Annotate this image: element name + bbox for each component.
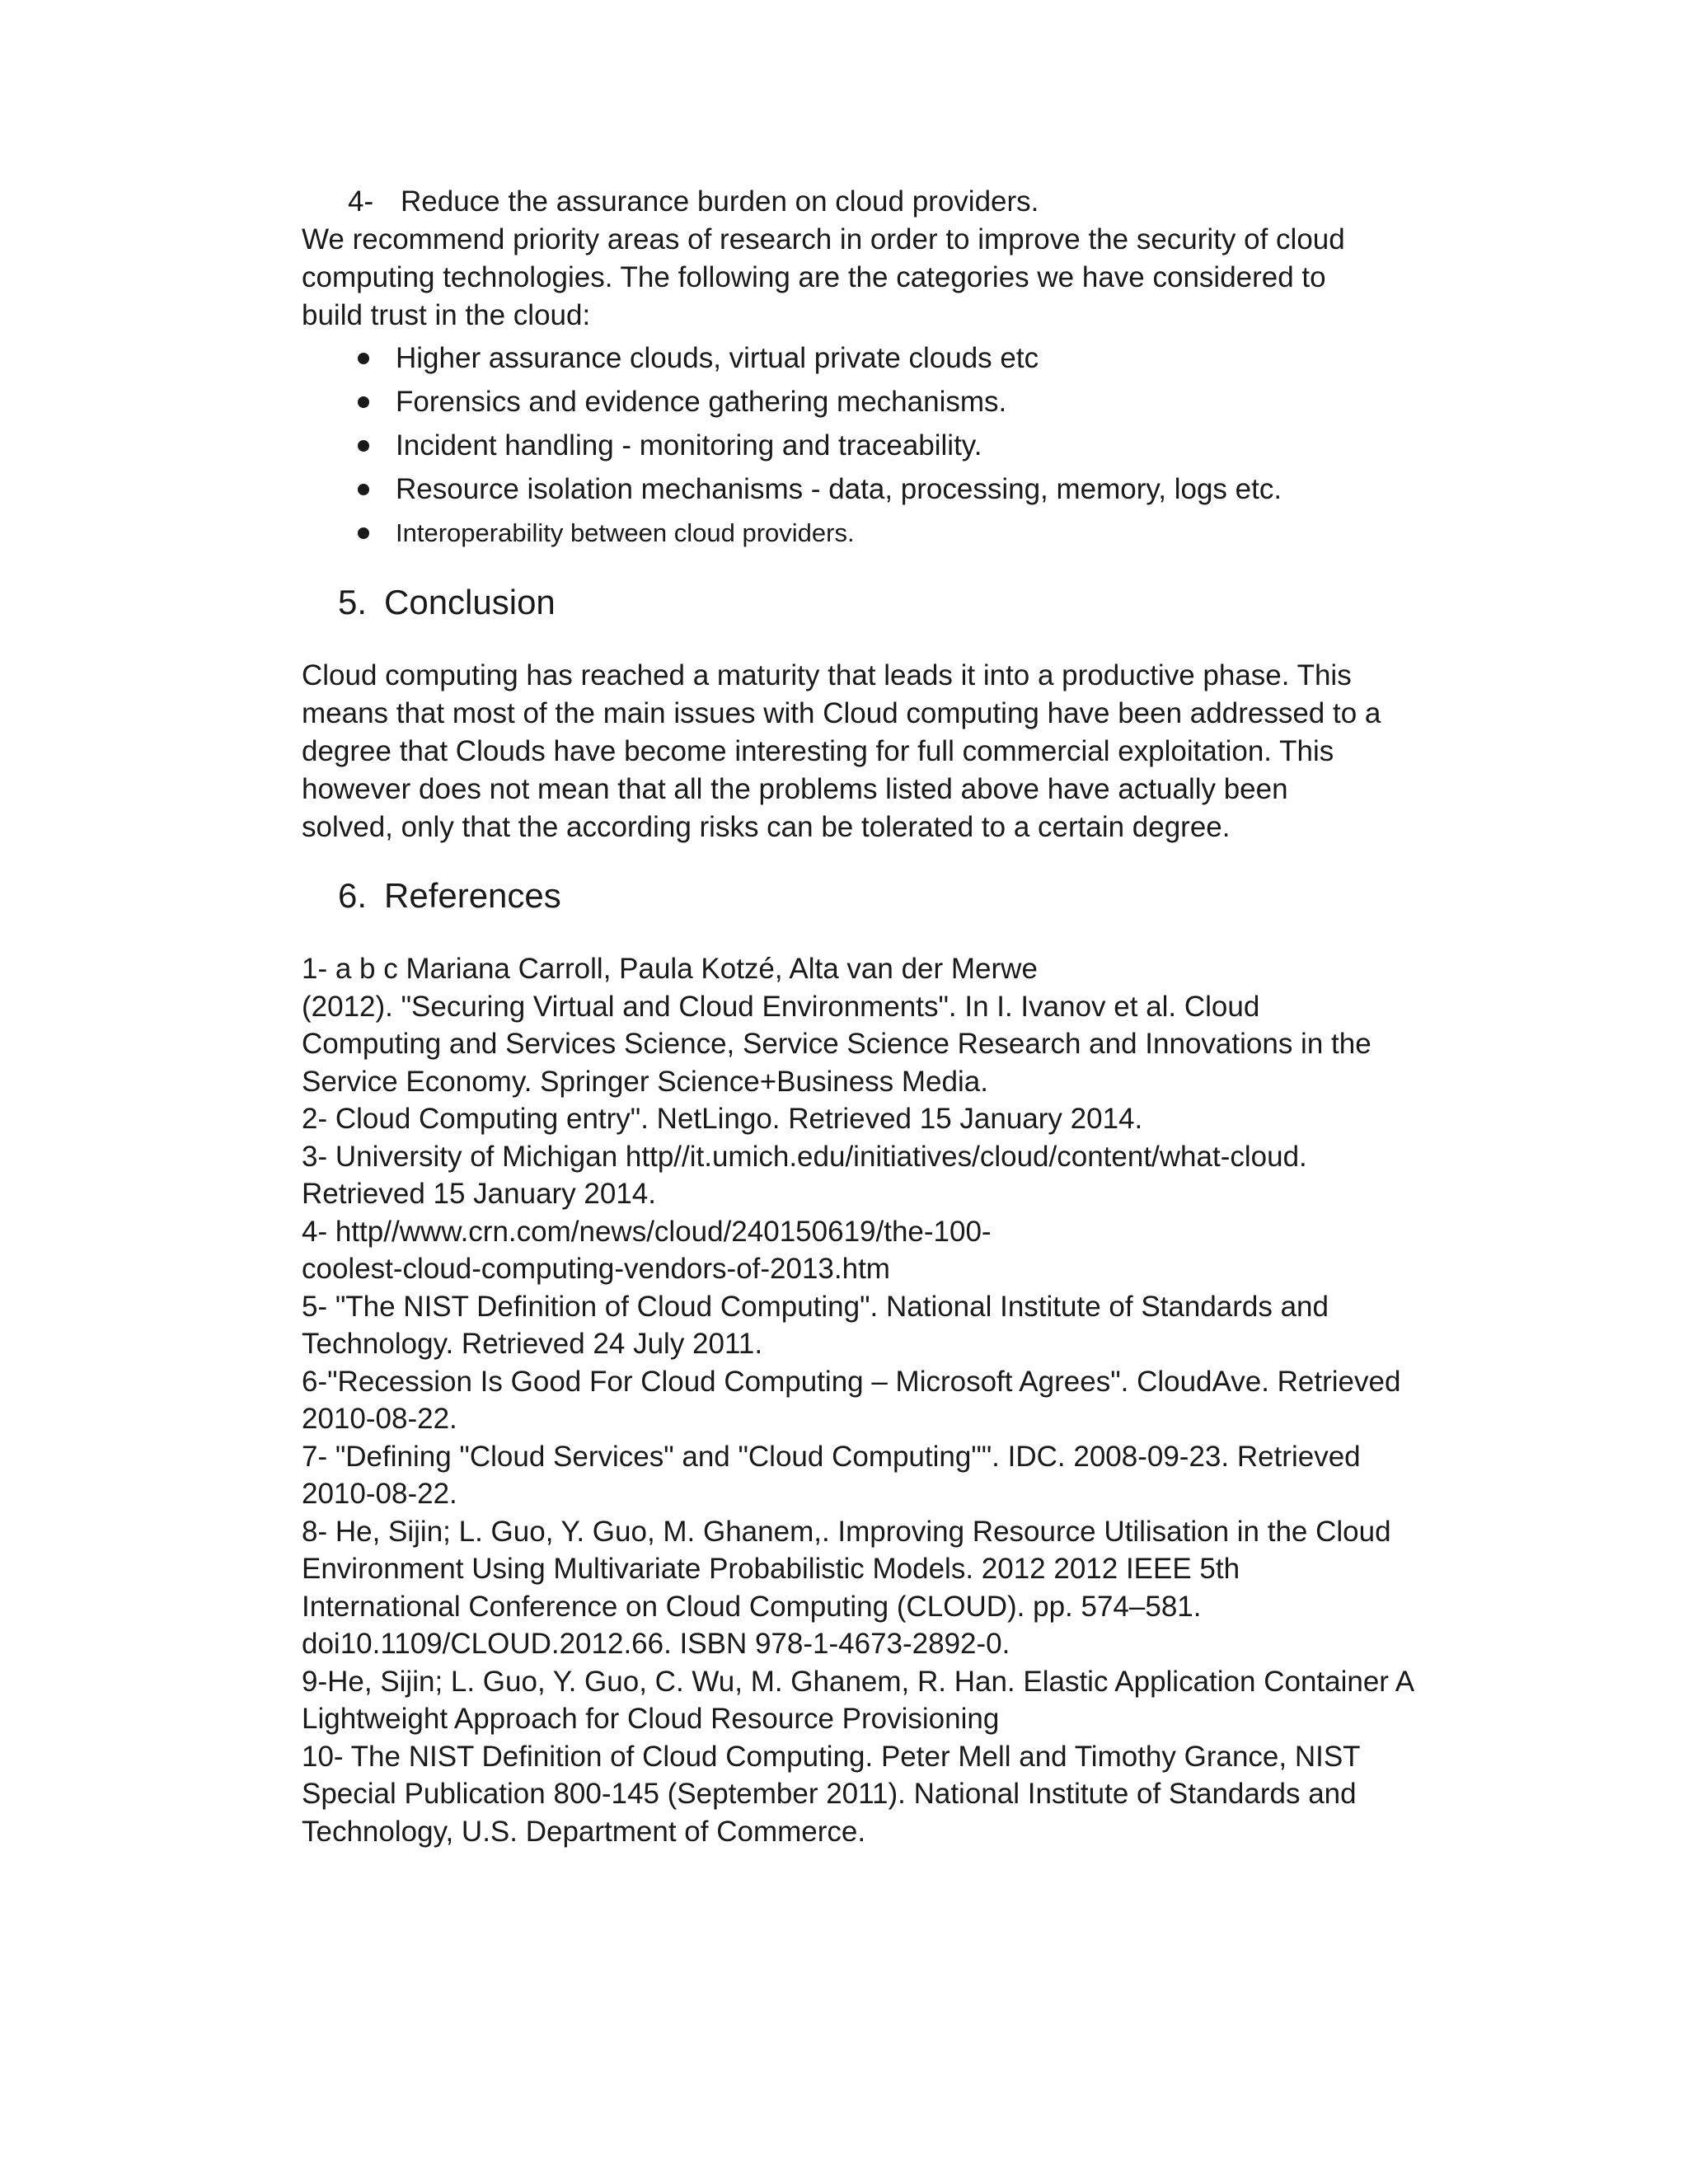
reference-line: Environment Using Multivariate Probabilistic Models. 2012 2012 IEEE 5th [302, 1553, 1240, 1585]
reference-line: Technology, U.S. Department of Commerce. [302, 1815, 866, 1848]
section-title: Conclusion [384, 583, 556, 621]
paragraph-line: Cloud computing has reached a maturity that leads it into a productive phase. This [302, 659, 1352, 691]
numbered-item-4 [348, 183, 1390, 221]
section-number: 6. [338, 876, 368, 915]
paragraph-line: build trust in the cloud: [302, 299, 591, 331]
reference-line: 2010-08-22. [302, 1403, 457, 1435]
paragraph-line: computing technologies. The following are the categories we have considered to [302, 261, 1326, 293]
reference-line: 6-"Recession Is Good For Cloud Computing – Microsoft Agrees". CloudAve. Retrieved [302, 1365, 1401, 1398]
section-heading-conclusion [338, 581, 1390, 624]
bullet-text: Interoperability between cloud providers. [396, 518, 855, 547]
item-number: 4- [348, 185, 374, 218]
reference-line: 9-He, Sijin; L. Guo, Y. Guo, C. Wu, M. Ghanem, R. Han. Elastic Application Container A [302, 1665, 1415, 1698]
reference-line: (2012). "Securing Virtual and Cloud Environments". In I. Ivanov et al. Cloud [302, 990, 1260, 1023]
reference-line: Computing and Services Science, Service Science Research and Innovations in the [302, 1028, 1372, 1060]
bullet-item [302, 514, 1390, 553]
reference-line: Service Economy. Springer Science+Business Media. [302, 1065, 988, 1098]
reference-line: 3- University of Michigan http//it.umich.edu/initiatives/cloud/content/what-cloud. [302, 1140, 1307, 1173]
paragraph-line: degree that Clouds have become interesting for full commercial exploitation. This [302, 735, 1334, 767]
bullet-list [302, 340, 1390, 553]
bullet-item [302, 427, 1390, 466]
bullet-item [302, 383, 1390, 422]
reference-line: coolest-cloud-computing-vendors-of-2013.htm [302, 1253, 890, 1285]
paragraph-line: means that most of the main issues with Cloud computing have been addressed to a [302, 697, 1381, 729]
bullet-icon [358, 484, 369, 495]
intro-paragraph [302, 221, 1390, 335]
paragraph-line: solved, only that the according risks can be tolerated to a certain degree. [302, 811, 1231, 843]
bullet-item [302, 340, 1390, 378]
reference-line: 5- "The NIST Definition of Cloud Computing". National Institute of Standards and [302, 1290, 1329, 1323]
reference-line: Lightweight Approach for Cloud Resource Provisioning [302, 1703, 1000, 1735]
bullet-icon [358, 527, 369, 539]
bullet-icon [358, 440, 369, 452]
bullet-icon [358, 353, 369, 364]
page-content [302, 183, 1415, 1850]
section-heading-references [338, 874, 1390, 917]
paragraph-line: We recommend priority areas of research in order to improve the security of cloud [302, 223, 1345, 255]
bullet-text: Higher assurance clouds, virtual private clouds etc [396, 342, 1039, 374]
reference-line: Retrieved 15 January 2014. [302, 1178, 656, 1210]
section-title: References [384, 876, 561, 915]
reference-line: 2010-08-22. [302, 1478, 457, 1510]
reference-line: International Conference on Cloud Computing (CLOUD). pp. 574–581. [302, 1590, 1202, 1623]
reference-line: 7- "Defining "Cloud Services" and "Cloud Computing"". IDC. 2008-09-23. Retrieved [302, 1440, 1361, 1473]
bullet-text: Resource isolation mechanisms - data, processing, memory, logs etc. [396, 473, 1282, 505]
references-list [302, 950, 1415, 1850]
conclusion-paragraph [302, 657, 1390, 846]
paragraph-line: however does not mean that all the problems listed above have actually been [302, 773, 1288, 805]
bullet-item [302, 471, 1390, 509]
section-number: 5. [338, 583, 368, 621]
reference-line: 4- http//www.crn.com/news/cloud/240150619/the-100- [302, 1215, 992, 1248]
reference-line: 2- Cloud Computing entry". NetLingo. Retrieved 15 January 2014. [302, 1103, 1143, 1135]
reference-line: 1- a b c Mariana Carroll, Paula Kotzé, Alta van der Merwe [302, 953, 1038, 985]
reference-line: 10- The NIST Definition of Cloud Computing. Peter Mell and Timothy Grance, NIST [302, 1740, 1361, 1773]
bullet-icon [358, 396, 369, 408]
reference-line: Special Publication 800-145 (September 2011). National Institute of Standards and [302, 1778, 1357, 1810]
bullet-text: Incident handling - monitoring and traceability. [396, 429, 982, 462]
reference-line: doi10.1109/CLOUD.2012.66. ISBN 978-1-4673-2892-0. [302, 1628, 1010, 1660]
bullet-text: Forensics and evidence gathering mechanisms. [396, 386, 1007, 418]
item-text: Reduce the assurance burden on cloud providers. [401, 185, 1039, 218]
reference-line: Technology. Retrieved 24 July 2011. [302, 1328, 763, 1360]
reference-line: 8- He, Sijin; L. Guo, Y. Guo, M. Ghanem,. Improving Resource Utilisation in the Cloud [302, 1515, 1391, 1548]
